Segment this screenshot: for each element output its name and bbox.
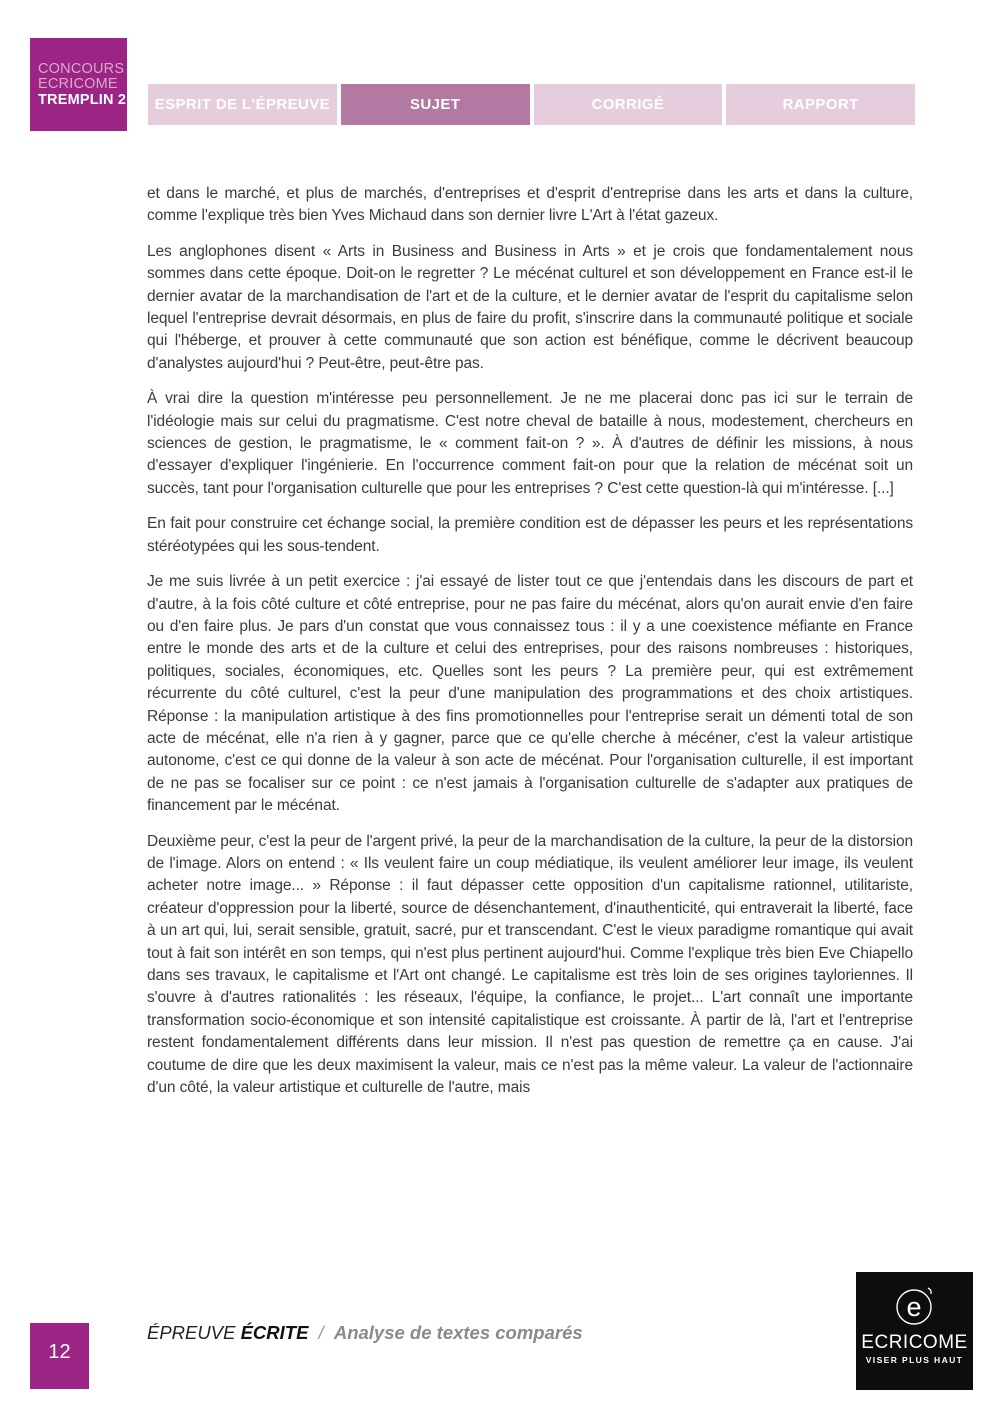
footer-title	[147, 1322, 583, 1344]
tab-sujet[interactable]: SUJET	[341, 84, 530, 125]
tab-esprit-de-lepreuve[interactable]: ESPRIT DE L'ÉPREUVE	[148, 84, 337, 125]
tab-rapport[interactable]: RAPPORT	[726, 84, 915, 125]
paragraph: À vrai dire la question m'intéresse peu personnellement. Je ne me placerai donc pas ici sur le terrain de l'idéologie mais sur celui du pragmatisme. C'est notre cheval de bataille à nous, modestement, chercheurs en sciences de gestion, le pragmatisme, le « comment fait-on ? ». À d'autres de définir les missions, à nous d'essayer d'expliquer l'ingénierie. En l'occurrence comment fait-on pour que la relation de mécénat soit un succès, tant pour l'organisation culturelle que pour les entreprises ? C'est cette question-là qui m'intéresse. [...]	[147, 390, 913, 497]
tab-corrige[interactable]: CORRIGÉ	[534, 84, 723, 125]
svg-text:e: e	[905, 1292, 922, 1322]
page-number-badge: 12	[30, 1323, 89, 1389]
ecricome-e-icon	[889, 1280, 941, 1332]
ecricome-logo-box	[856, 1272, 973, 1390]
footer-epreuve-label: ÉPREUVE	[147, 1322, 236, 1343]
ecricome-name: ECRICOME	[861, 1332, 968, 1353]
footer-separator: /	[318, 1322, 324, 1343]
footer-subtitle: Analyse de textes comparés	[333, 1322, 583, 1343]
paragraph: Les anglophones disent « Arts in Business and Business in Arts » et je crois que fondamentalement nous sommes dans cette époque. Doit-on le regretter ? Le mécénat culturel et son développement en France est-il le dernier avatar de la marchandisation de l'art et de la culture, et le dernier avatar de l'esprit du capitalisme selon lequel l'entreprise devrait désormais, en plus de faire du profit, s'inscrire dans la communauté politique et sociale qui l'héberge, et prouver à cette communauté que son action est bénéfique, comme le décrivent beaucoup d'analystes aujourd'hui ? Peut-être, peut-être pas.	[147, 242, 913, 372]
tab-bar	[148, 84, 915, 125]
paragraph: En fait pour construire cet échange social, la première condition est de dépasser les peurs et les représentations stéréotypées qui les sous-tendent.	[147, 515, 913, 555]
document-body	[147, 183, 913, 1112]
concours-ecricome-logo	[30, 38, 127, 131]
logo-line-tremplin: TREMPLIN 2	[38, 92, 127, 108]
footer-ecrite-label: ÉCRITE	[240, 1322, 309, 1343]
paragraph: Deuxième peur, c'est la peur de l'argent privé, la peur de la marchandisation de la culture, la peur de la distorsion de l'image. Alors on entend : « Ils veulent faire un coup médiatique, ils veulent améliorer leur image, ils veulent acheter notre image... » Réponse : il faut dépasser cette opposition d'un capitalisme rationnel, utilitariste, créateur d'oppression pour la liberté, source de désenchantement, d'inauthenticité, qui entraverait la liberté, face à un art qui, lui, serait sensible, gratuit, sacré, pur et transcendant. C'est le vieux paradigme romantique qui avait tout à fait son intérêt en son temps, qui n'est plus pertinent aujourd'hui. Comme l'explique très bien Eve Chiapello dans ses travaux, le capitalisme et l'Art ont changé. Le capitalisme est très loin de ses origines tayloriennes. Il s'ouvre à d'autres rationalités : les réseaux, l'équipe, la confiance, le projet... L'art connaît une importante transformation socio-économique et son intensité capitalistique est croissante. À partir de là, l'art et l'entreprise restent fondamentalement différents dans leur mission. Il n'est pas question de remettre ça en cause. J'ai coutume de dire que les deux maximisent la valeur, mais ce n'est pas la même valeur. La valeur de l'actionnaire d'un côté, la valeur artistique et culturelle de l'autre, mais	[147, 832, 913, 1097]
logo-line-concours: CONCOURS	[38, 61, 125, 77]
paragraph: et dans le marché, et plus de marchés, d'entreprises et d'esprit d'entreprise dans les arts et dans la culture, comme l'explique très bien Yves Michaud dans son dernier livre L'Art à l'état gazeux.	[147, 185, 913, 225]
paragraph: Je me suis livrée à un petit exercice : j'ai essayé de lister tout ce que j'entendais dans les discours de part et d'autre, à la fois côté culture et côté entreprise, pour ne pas faire du mécénat, alors qu'on aurait envie d'en faire ou d'en faire plus. Je pars d'un constat que vous connaissez tous : il y a une coexistence méfiante en France entre le monde des arts et de la culture et celui des entreprises, pour des raisons nombreuses : historiques, politiques, sociales, économiques, etc. Quelles sont les peurs ? La première peur, qui est extrêmement récurrente du côté culturel, c'est la peur d'une manipulation des programmations et des choix artistiques. Réponse : la manipulation artistique à des fins promotionnelles pour l'entreprise serait un démenti total de son acte de mécénat, elle n'a rien à y gagner, parce que ce qu'elle cherche à mécéner, c'est la valeur artistique autonome, c'est ce qui donne de la valeur à son acte de mécénat. Pour l'organisation culturelle, il est important de ne pas se focaliser sur ce point : ce n'est jamais à l'organisation culturelle de s'adapter aux pratiques de financement par le mécénat.	[147, 573, 913, 815]
ecricome-tagline: VISER PLUS HAUT	[865, 1355, 964, 1365]
logo-line-ecricome: ECRICOME	[38, 76, 118, 92]
